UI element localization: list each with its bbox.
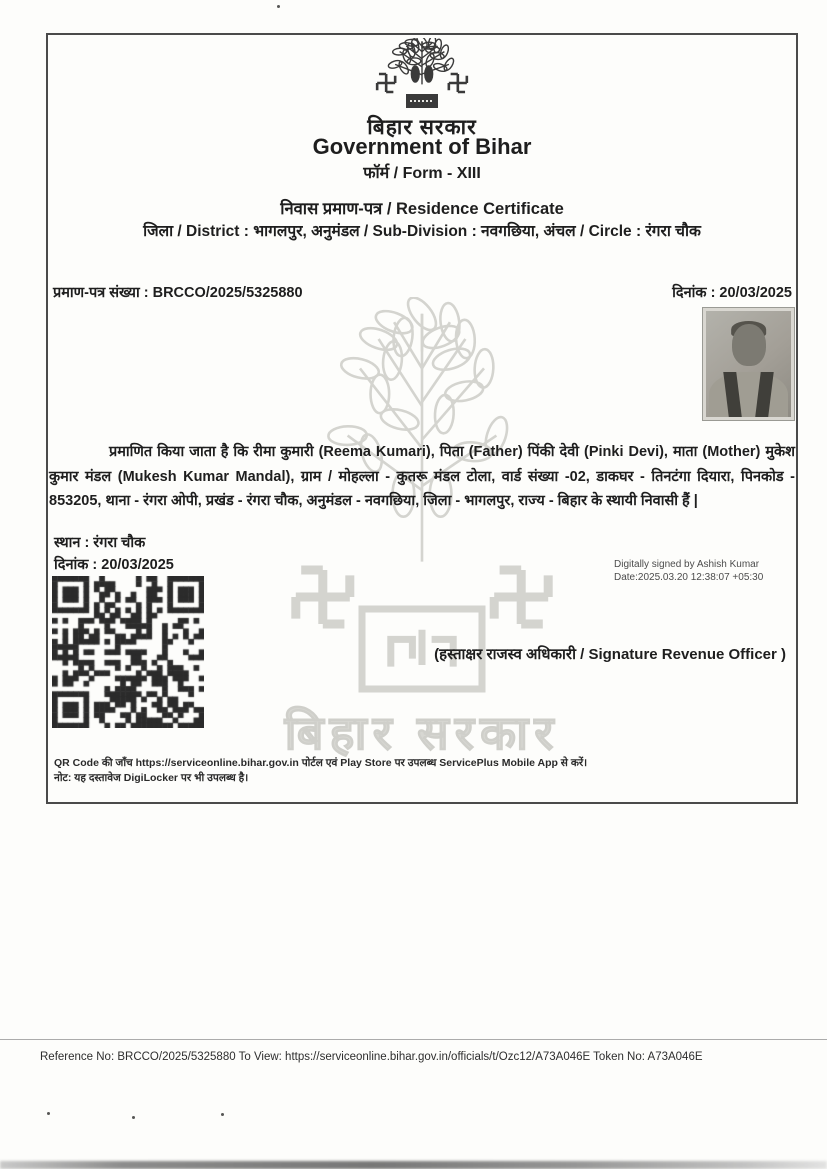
government-name-english: Government of Bihar bbox=[312, 134, 532, 159]
qr-verification-note: QR Code की जाँच https://serviceonline.bihar.gov.in पोर्टल एवं Play Store पर उपलब्ध ServicePlus Mobile App से करें। bbox=[54, 757, 588, 769]
certificate-title: निवास प्रमाण-पत्र / Residence Certificate bbox=[280, 200, 564, 218]
certificate-number: प्रमाण-पत्र संख्या : BRCCO/2025/5325880 bbox=[53, 285, 303, 301]
scan-speck bbox=[132, 1116, 135, 1119]
digital-signature-line2: Date:2025.03.20 12:38:07 +05:30 bbox=[614, 572, 764, 583]
scan-speck bbox=[47, 1112, 50, 1115]
scanner-edge-artifact bbox=[0, 1161, 827, 1169]
certificate-content bbox=[48, 35, 796, 802]
certificate-meta-row bbox=[53, 282, 792, 302]
district-circle-line: जिला / District : भागलपुर, अनुमंडल / Sub-Division : नवगछिया, अंचल / Circle : रंगरा चौक bbox=[143, 223, 701, 240]
scan-speck bbox=[277, 5, 280, 8]
digital-signature-line1: Digitally signed by Ashish Kumar bbox=[614, 559, 760, 570]
footer-divider bbox=[0, 1039, 827, 1040]
place-line: स्थान : रंगरा चौक bbox=[54, 535, 146, 551]
watermark-text: बिहार सरकार bbox=[284, 706, 560, 759]
bihar-emblem-icon bbox=[366, 38, 478, 118]
certificate-date: दिनांक : 20/03/2025 bbox=[672, 285, 792, 301]
applicant-photo bbox=[702, 307, 795, 421]
applicant-photo-image bbox=[706, 311, 791, 417]
revenue-officer-signature-label: (हस्ताक्षर राजस्व अधिकारी / Signature Revenue Officer ) bbox=[434, 646, 786, 663]
digilocker-note: नोट: यह दस्तावेज DigiLocker पर भी उपलब्ध है। bbox=[54, 772, 249, 784]
photo-head-shape bbox=[732, 324, 766, 366]
form-number: फॉर्म / Form - XIII bbox=[363, 165, 481, 182]
government-name-hindi: बिहार सरकार bbox=[367, 116, 477, 139]
qr-code bbox=[52, 576, 204, 728]
issue-date-line: दिनांक : 20/03/2025 bbox=[54, 557, 174, 573]
certificate-border-box bbox=[46, 33, 798, 804]
digital-signature-block bbox=[614, 558, 827, 584]
scan-speck bbox=[221, 1113, 224, 1116]
reference-number-line: Reference No: BRCCO/2025/5325880 To View: https://serviceonline.bihar.gov.in/officials/t/Ozc12/A73A046E Token No: A73A046E bbox=[40, 1051, 703, 1063]
photo-shoulders-shape bbox=[709, 372, 787, 417]
certificate-body-text: प्रमाणित किया जाता है कि रीमा कुमारी (Reema Kumari), पिता (Father) पिंकी देवी (Pinki Devi), माता (Mother) मुकेश कुमार मंडल (Mukesh Kumar Mandal), ग्राम / मोहल्ला - कुतरू मंडल टोला, वार्ड संख्या -02, डाकघर - तिनटंगा दियारा, पिनकोड - 853205, थाना - रंगरा ओपी, प्रखंड - रंगरा चौक, अनुमंडल - नवगछिया, जिला - भागलपुर, राज्य - बिहार के स्थायी निवासी हैं | bbox=[49, 444, 795, 509]
